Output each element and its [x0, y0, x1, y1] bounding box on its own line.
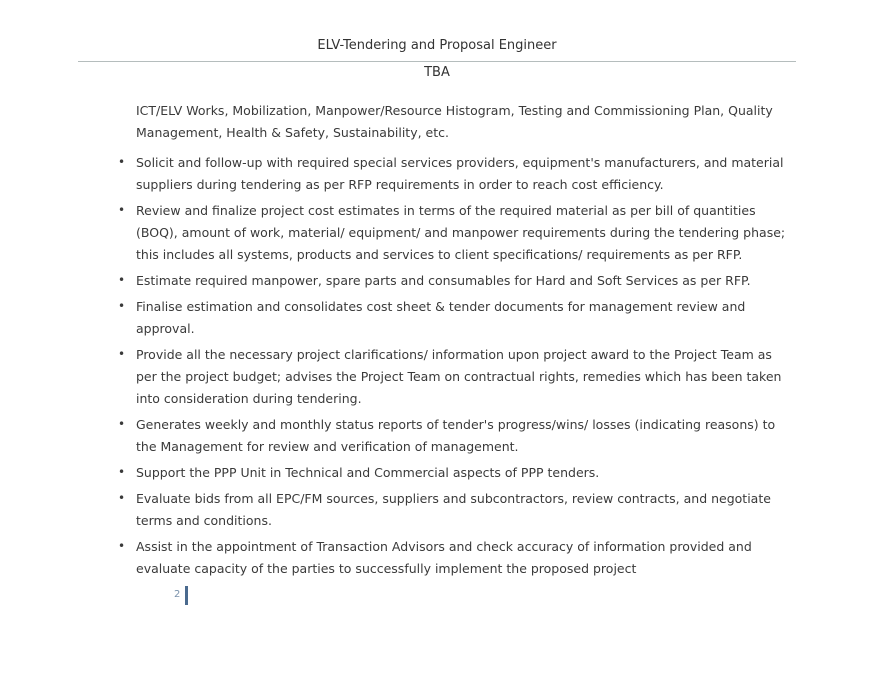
text-cursor-icon — [185, 586, 188, 605]
document-title: ELV-Tendering and Proposal Engineer — [317, 38, 557, 53]
list-item-text: Review and finalize project cost estimates in terms of the required material as per bill of quantities (BOQ), amount of work, material/ equipment/ and manpower requirements during the tendering phase; this includes all systems, products and services to client specifications/ requirements as per RFP. — [136, 203, 786, 262]
bullet-icon: • — [118, 155, 126, 169]
list-item[interactable] — [118, 536, 796, 580]
list-item[interactable] — [118, 200, 796, 266]
bullet-icon: • — [118, 273, 126, 287]
page-footer — [174, 584, 796, 606]
bullet-icon: • — [118, 299, 126, 313]
list-item[interactable] — [118, 488, 796, 532]
list-item[interactable] — [118, 152, 796, 196]
list-item-text: Generates weekly and monthly status reports of tender's progress/wins/ losses (indicating reasons) to the Management for review and verification of management. — [136, 417, 776, 454]
bullet-icon: • — [118, 491, 126, 505]
bullet-icon: • — [118, 417, 126, 431]
header-divider — [78, 61, 796, 62]
document-subtitle: TBA — [424, 65, 450, 80]
bullet-icon: • — [118, 539, 126, 553]
responsibilities-list — [118, 152, 796, 580]
list-item[interactable] — [118, 296, 796, 340]
document-body[interactable] — [118, 100, 796, 606]
bullet-icon: • — [118, 203, 126, 217]
list-item[interactable] — [118, 344, 796, 410]
list-item[interactable] — [118, 270, 796, 292]
list-item-text: Provide all the necessary project clarifications/ information upon project award to the Project Team as per the project budget; advises the Project Team on contractual rights, remedies which has been taken into consideration during tendering. — [136, 347, 782, 406]
list-item[interactable] — [118, 414, 796, 458]
bullet-icon: • — [118, 347, 126, 361]
list-item-text: Support the PPP Unit in Technical and Commercial aspects of PPP tenders. — [136, 465, 600, 480]
bullet-icon: • — [118, 465, 126, 479]
list-item-text: Finalise estimation and consolidates cost sheet & tender documents for management review and approval. — [136, 299, 746, 336]
list-item-text: Estimate required manpower, spare parts and consumables for Hard and Soft Services as per RFP. — [136, 273, 751, 288]
list-item-text: Evaluate bids from all EPC/FM sources, suppliers and subcontractors, review contracts, and negotiate terms and conditions. — [136, 491, 771, 528]
list-item-text: Solicit and follow-up with required special services providers, equipment's manufacturers, and material suppliers during tendering as per RFP requirements in order to reach cost efficiency. — [136, 155, 784, 192]
page-number: 2 — [174, 589, 181, 600]
list-item[interactable] — [118, 462, 796, 484]
intro-paragraph[interactable]: ICT/ELV Works, Mobilization, Manpower/Resource Histogram, Testing and Commissioning Plan, Quality Management, Health & Safety, Sustainability, etc. — [136, 103, 773, 140]
list-item-text: Assist in the appointment of Transaction Advisors and check accuracy of information provided and evaluate capacity of the parties to successfully implement the proposed project — [136, 539, 752, 576]
